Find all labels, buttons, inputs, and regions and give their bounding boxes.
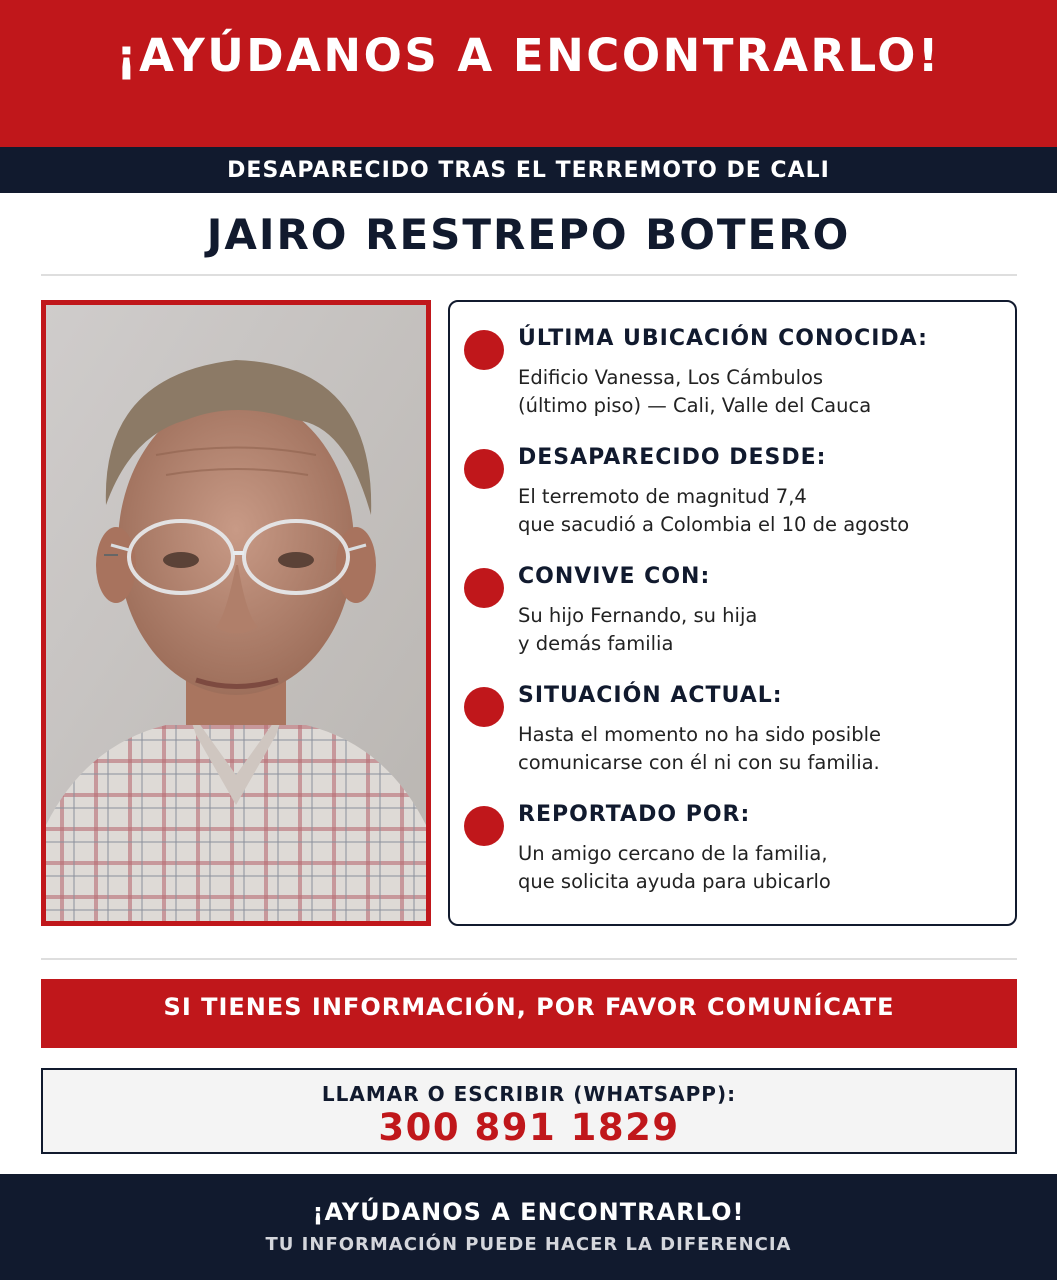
contact-box <box>41 1068 1017 1154</box>
info-label: REPORTADO POR: <box>518 802 751 827</box>
info-text-line: (último piso) — Cali, Valle del Cauca <box>518 394 872 417</box>
info-panel <box>448 300 1017 926</box>
bullet-dot-icon <box>464 806 504 846</box>
phone-number[interactable]: 300 891 1829 <box>378 1106 680 1149</box>
bullet-dot-icon <box>464 330 504 370</box>
info-label: ÚLTIMA UBICACIÓN CONOCIDA: <box>518 326 928 351</box>
footer-subtitle: TU INFORMACIÓN PUEDE HACER LA DIFERENCIA <box>265 1234 792 1255</box>
info-text-line: comunicarse con él ni con su familia. <box>518 751 880 774</box>
footer-banner <box>0 1174 1057 1280</box>
info-text-line: Edificio Vanessa, Los Cámbulos <box>518 366 824 389</box>
poster-subtitle: DESAPARECIDO TRAS EL TERREMOTO DE CALI <box>227 157 830 183</box>
info-text-line: Su hijo Fernando, su hija <box>518 604 758 627</box>
missing-person-photo <box>41 300 431 926</box>
info-label: CONVIVE CON: <box>518 564 711 589</box>
portrait-illustration <box>46 305 426 921</box>
call-to-action-text: SI TIENES INFORMACIÓN, POR FAVOR COMUNÍCATE <box>163 993 895 1021</box>
info-text <box>518 602 757 658</box>
info-text-line: Un amigo cercano de la familia, <box>518 842 828 865</box>
bullet-dot-icon <box>464 687 504 727</box>
call-to-action-banner <box>41 979 1017 1048</box>
top-banner <box>0 0 1057 147</box>
info-text <box>518 840 831 896</box>
divider-bottom <box>41 958 1017 960</box>
subtitle-banner <box>0 147 1057 193</box>
footer-title: ¡AYÚDANOS A ENCONTRARLO! <box>312 1198 745 1226</box>
info-text-line: que sacudió a Colombia el 10 de agosto <box>518 513 910 536</box>
info-text-line: que solicita ayuda para ubicarlo <box>518 870 831 893</box>
divider-top <box>41 274 1017 276</box>
bullet-dot-icon <box>464 568 504 608</box>
info-label: SITUACIÓN ACTUAL: <box>518 683 783 708</box>
missing-person-name: JAIRO RESTREPO BOTERO <box>206 210 851 259</box>
info-text <box>518 364 871 420</box>
info-text-line: y demás familia <box>518 632 674 655</box>
contact-label: LLAMAR O ESCRIBIR (WHATSAPP): <box>321 1082 737 1106</box>
poster-title: ¡AYÚDANOS A ENCONTRARLO! <box>116 29 941 82</box>
info-text <box>518 483 909 539</box>
info-text <box>518 721 881 777</box>
info-label: DESAPARECIDO DESDE: <box>518 445 827 470</box>
bullet-dot-icon <box>464 449 504 489</box>
info-text-line: Hasta el momento no ha sido posible <box>518 723 881 746</box>
info-text-line: El terremoto de magnitud 7,4 <box>518 485 807 508</box>
